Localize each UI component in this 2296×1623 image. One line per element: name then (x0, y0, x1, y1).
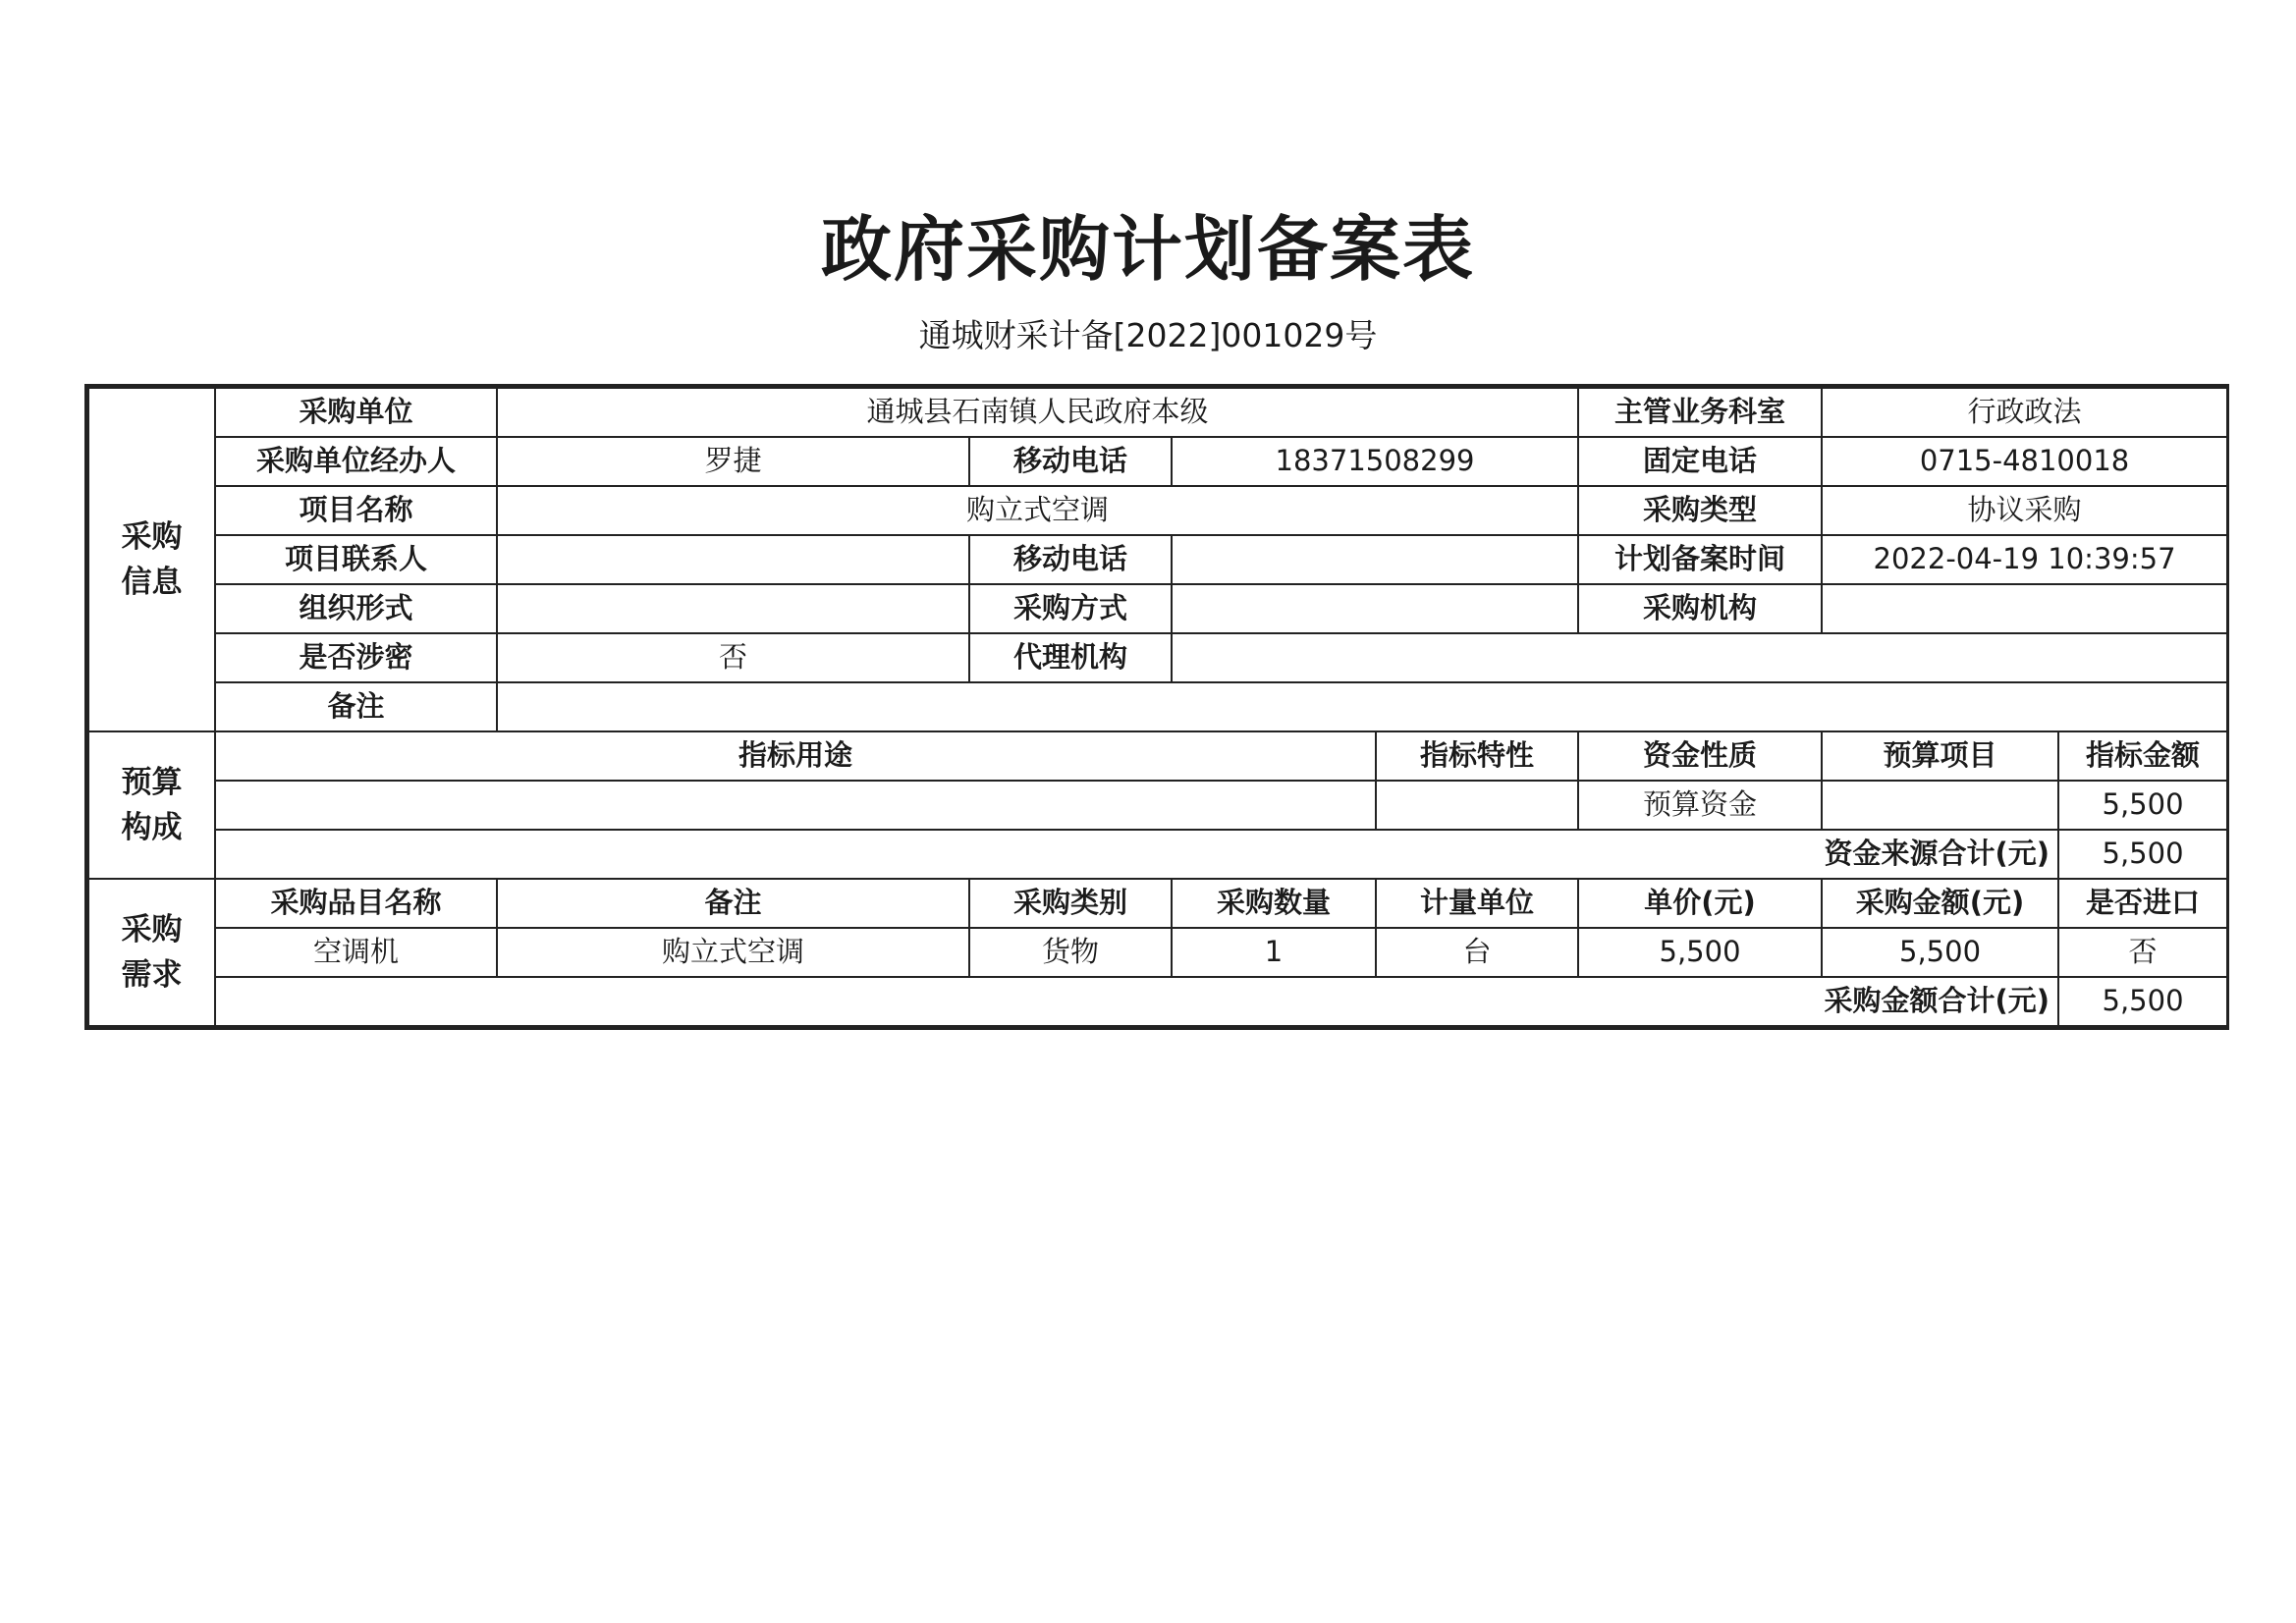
demand-header-row (88, 879, 2227, 928)
filing-form (84, 384, 2229, 1030)
budget-header-attribute: 指标特性 (1376, 731, 1578, 781)
agency-label: 采购机构 (1578, 584, 1822, 633)
demand-remark-value: 购立式空调 (497, 928, 969, 977)
demand-header-item: 采购品目名称 (215, 879, 497, 928)
demand-import-value: 否 (2058, 928, 2227, 977)
document-number: 通城财采计备[2022]001029号 (918, 316, 1378, 354)
remark-value (497, 682, 2227, 731)
method-value (1172, 584, 1578, 633)
budget-data-row (88, 781, 2227, 830)
budget-header-row (88, 731, 2227, 781)
document-title: 政府采购计划备案表 (820, 208, 1475, 291)
demand-header-unit: 计量单位 (1376, 879, 1578, 928)
method-label: 采购方式 (969, 584, 1172, 633)
mobile-value: 18371508299 (1172, 437, 1578, 486)
budget-header-fund-nature: 资金性质 (1578, 731, 1822, 781)
contact-mobile-label: 移动电话 (969, 535, 1172, 584)
fixed-phone-value: 0715-4810018 (1822, 437, 2227, 486)
filing-time-value: 2022-04-19 10:39:57 (1822, 535, 2227, 584)
budget-purpose-value (215, 781, 1376, 830)
budget-header-purpose: 指标用途 (215, 731, 1376, 781)
remark-label: 备注 (215, 682, 497, 731)
budget-attribute-value (1376, 781, 1578, 830)
demand-category-value: 货物 (969, 928, 1172, 977)
info-row-remark (88, 682, 2227, 731)
info-row-contact (88, 535, 2227, 584)
filing-time-label: 计划备案时间 (1578, 535, 1822, 584)
budget-total-label: 资金来源合计(元) (215, 830, 2058, 879)
project-name-value: 购立式空调 (497, 486, 1578, 535)
secret-value: 否 (497, 633, 969, 682)
demand-header-remark: 备注 (497, 879, 969, 928)
info-row-secret (88, 633, 2227, 682)
demand-header-quantity: 采购数量 (1172, 879, 1376, 928)
filing-table (87, 387, 2228, 1027)
info-row-project (88, 486, 2227, 535)
demand-total-value: 5,500 (2058, 977, 2227, 1026)
demand-amount-value: 5,500 (1822, 928, 2058, 977)
section-info-label: 采购 信息 (88, 388, 215, 731)
handler-value: 罗捷 (497, 437, 969, 486)
demand-item-value: 空调机 (215, 928, 497, 977)
budget-fund-nature-value: 预算资金 (1578, 781, 1822, 830)
fixed-phone-label: 固定电话 (1578, 437, 1822, 486)
project-name-label: 项目名称 (215, 486, 497, 535)
contact-mobile-value (1172, 535, 1578, 584)
secret-label: 是否涉密 (215, 633, 497, 682)
budget-header-budget-item: 预算项目 (1822, 731, 2058, 781)
purchase-unit-value: 通城县石南镇人民政府本级 (497, 388, 1578, 437)
budget-total-row (88, 830, 2227, 879)
budget-total-value: 5,500 (2058, 830, 2227, 879)
demand-total-row (88, 977, 2227, 1026)
info-row-unit (88, 388, 2227, 437)
purchase-unit-label: 采购单位 (215, 388, 497, 437)
demand-unit-value: 台 (1376, 928, 1578, 977)
demand-header-amount: 采购金额(元) (1822, 879, 2058, 928)
contact-label: 项目联系人 (215, 535, 497, 584)
budget-amount-value: 5,500 (2058, 781, 2227, 830)
agency-value (1822, 584, 2227, 633)
budget-header-amount: 指标金额 (2058, 731, 2227, 781)
org-form-label: 组织形式 (215, 584, 497, 633)
demand-total-label: 采购金额合计(元) (215, 977, 2058, 1026)
demand-price-value: 5,500 (1578, 928, 1822, 977)
demand-quantity-value: 1 (1172, 928, 1376, 977)
org-form-value (497, 584, 969, 633)
mobile-label: 移动电话 (969, 437, 1172, 486)
info-row-orgform (88, 584, 2227, 633)
proxy-value (1172, 633, 2227, 682)
demand-data-row (88, 928, 2227, 977)
department-value: 行政政法 (1822, 388, 2227, 437)
demand-header-import: 是否进口 (2058, 879, 2227, 928)
purchase-type-label: 采购类型 (1578, 486, 1822, 535)
section-budget-label: 预算 构成 (88, 731, 215, 879)
department-label: 主管业务科室 (1578, 388, 1822, 437)
section-demand-label: 采购 需求 (88, 879, 215, 1026)
budget-item-value (1822, 781, 2058, 830)
info-row-handler (88, 437, 2227, 486)
demand-header-category: 采购类别 (969, 879, 1172, 928)
purchase-type-value: 协议采购 (1822, 486, 2227, 535)
demand-header-price: 单价(元) (1578, 879, 1822, 928)
handler-label: 采购单位经办人 (215, 437, 497, 486)
contact-value (497, 535, 969, 584)
proxy-label: 代理机构 (969, 633, 1172, 682)
